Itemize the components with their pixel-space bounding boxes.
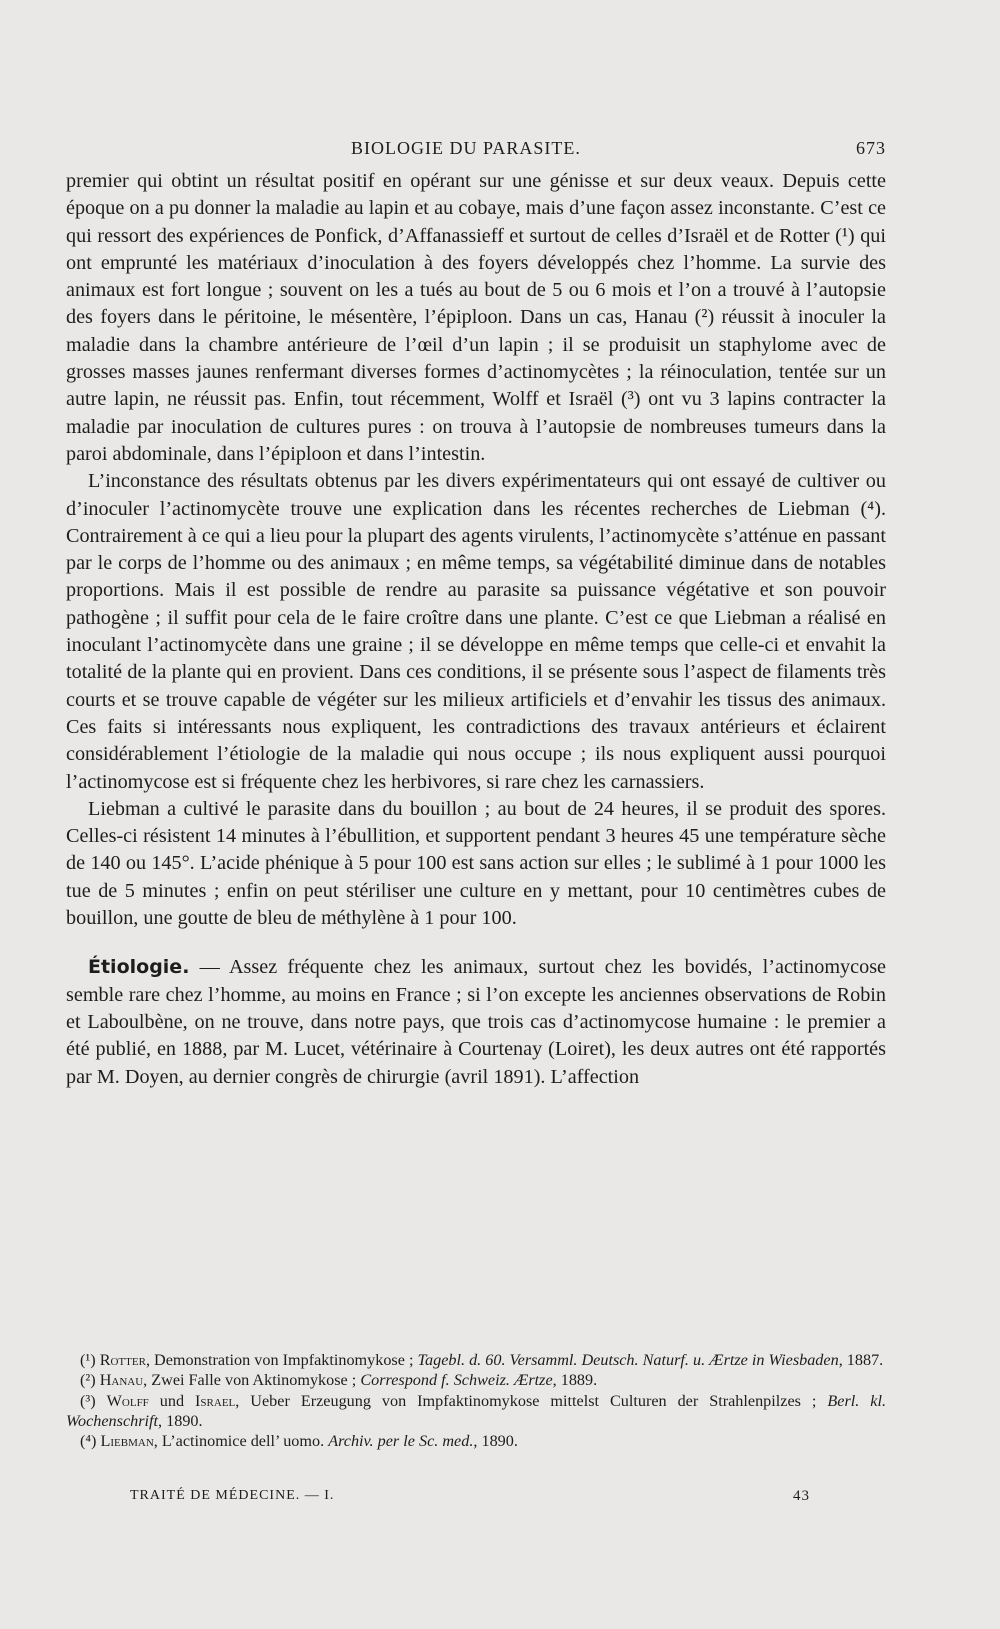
signature-title: TRAITÉ DE MÉDECINE. — I.: [130, 1488, 335, 1503]
signature-line: [130, 1488, 810, 1508]
paragraph-2: L’inconstance des résultats obtenus par les divers expérimentateurs qui ont essayé de cultiver ou d’inoculer l’actinomycète trouve une explication dans les récentes recherches de Liebman (⁴). Contrairement à ce qui a lieu pour la plupart des agents virulents, l’actinomycète s’atténue en passant par le corps de l’homme ou des animaux ; en même temps, sa végétabilité diminue dans de notables proportions. Mais il est possible de rendre au parasite sa puissance végétative et son pouvoir pathogène ; il suffit pour cela de le faire croître dans une plante. C’est ce que Liebman a réalisé en inoculant l’actinomycète dans une graine ; il se développe en même temps que celle-ci et envahit la totalité de la plante qui en provient. Dans ces conditions, il se présente sous l’aspect de filaments très courts et se trouve capable de végéter sur les milieux artificiels et d’envahir les tissus des animaux. Ces faits si intéressants nous expliquent, les contradictions des travaux antérieurs et éclairent considérablement l’étiologie de la maladie qui nous occupe ; ils nous expliquent aussi pourquoi l’actinomycose est si fréquente chez les herbivores, si rare chez les carnassiers.: [66, 470, 886, 793]
footnote-text-2: , Ueber Erzeugung von Impfaktinomykose mittelst Culturen der Strahlenpilzes ;: [235, 1391, 828, 1410]
footnote-tail: , 1890.: [158, 1411, 203, 1430]
footnote-source: Correspond f. Schweiz. Ærtze: [360, 1371, 553, 1390]
footnote-4: [66, 1431, 886, 1451]
footnote-marker: (⁴): [80, 1432, 97, 1451]
footnote-text: , L’actinomice dell’ uomo.: [153, 1432, 329, 1451]
footnote-tail: , 1889.: [552, 1371, 598, 1390]
signature-number: 43: [793, 1488, 810, 1504]
footnote-author: Wolff: [106, 1391, 149, 1410]
paragraph-4: — Assez fréquente chez les animaux, surtout chez les bovidés, l’actinomycose semble rare chez l’homme, au moins en France ; si l’on excepte les anciennes observations de Robin et Laboulbène, on ne trouve, dans notre pays, que trois cas d’actinomycose humaine : le premier a été publié, en 1888, par M. Lucet, vétérinaire à Courtenay (Loiret), les deux autres ont été rapportés par M. Doyen, au dernier congrès de chirurgie (avril 1891). L’affection: [66, 956, 887, 1088]
footnote-text: , Demonstration von Impfaktinomykose ;: [145, 1351, 418, 1369]
footnote-tail: , 1890.: [473, 1432, 518, 1451]
body-text: [66, 168, 886, 1091]
section-title: Étiologie.: [88, 956, 190, 979]
footnote-1: [66, 1350, 886, 1370]
footnote-source: Archiv. per le Sc. med.: [328, 1432, 474, 1451]
footnote-author: Rotter: [99, 1351, 146, 1369]
footnote-text: und: [148, 1391, 196, 1410]
footnote-marker: (¹): [80, 1351, 96, 1369]
footnote-marker: (²): [80, 1371, 96, 1390]
footnote-marker: (³): [80, 1391, 96, 1410]
running-head: [66, 138, 886, 162]
etiology-paragraph: [66, 954, 886, 1090]
footnote-author-2: Israel: [195, 1391, 236, 1410]
page-number: 673: [856, 138, 886, 158]
footnote-3: [66, 1391, 886, 1432]
footnote-source: Berl. kl. Wochenschrift: [66, 1391, 887, 1430]
running-head-title: BIOLOGIE DU PARASITE.: [351, 138, 581, 158]
footnote-2: [66, 1370, 886, 1390]
footnote-author: Liebman: [100, 1432, 154, 1451]
paragraph-3: Liebman a cultivé le parasite dans du bouillon ; au bout de 24 heures, il se produit des spores. Celles-ci résistent 14 minutes à l’ébullition, et supportent pendant 3 heures 45 une température sèche de 140 ou 145°. L’acide phénique à 5 pour 100 est sans action sur elles ; le sublimé à 1 pour 1000 les tue de 5 minutes ; enfin on peut stériliser une culture en y mettant, pour 10 centimètres cubes de bouillon, une goutte de bleu de méthylène à 1 pour 100.: [66, 797, 886, 930]
footnotes: [66, 1350, 886, 1451]
footnote-text: , Zwei Falle von Aktinomykose ;: [143, 1371, 361, 1390]
footnote-author: Hanau: [99, 1371, 144, 1390]
paragraph-1: premier qui obtint un résultat positif en opérant sur une génisse et sur deux veaux. Depuis cette époque on a pu donner la maladie au lapin et au cobaye, mais d’une façon assez inconstante. C’est ce qui ressort des expériences de Ponfick, d’Affanassieff et surtout de celles d’Israël et de Rotter (¹) qui ont emprunté les matériaux d’inoculation à des foyers développés chez l’homme. La survie des animaux est fort longue ; souvent on les a tués au bout de 5 ou 6 mois et l’on a trouvé à l’autopsie des foyers dans le péritoine, le mésentère, l’épiploon. Dans un cas, Hanau (²) réussit à inoculer la maladie dans la chambre antérieure de l’œil d’un lapin ; il se produisit un staphylome avec de grosses masses jaunes renfermant diverses formes d’actinomycètes ; la réinoculation, tentée sur un autre lapin, ne réussit pas. Enfin, tout récemment, Wolff et Israël (³) ont vu 3 lapins contracter la maladie par inoculation de cultures pures : on trouva à l’autopsie de nombreuses tumeurs dans la paroi abdominale, dans l’épiploon et dans l’intestin.: [66, 170, 886, 465]
footnote-tail: , 1887.: [838, 1351, 884, 1369]
footnote-source: Tagebl. d. 60. Versamml. Deutsch. Naturf. u. Ærtze in Wiesbaden: [417, 1351, 839, 1369]
